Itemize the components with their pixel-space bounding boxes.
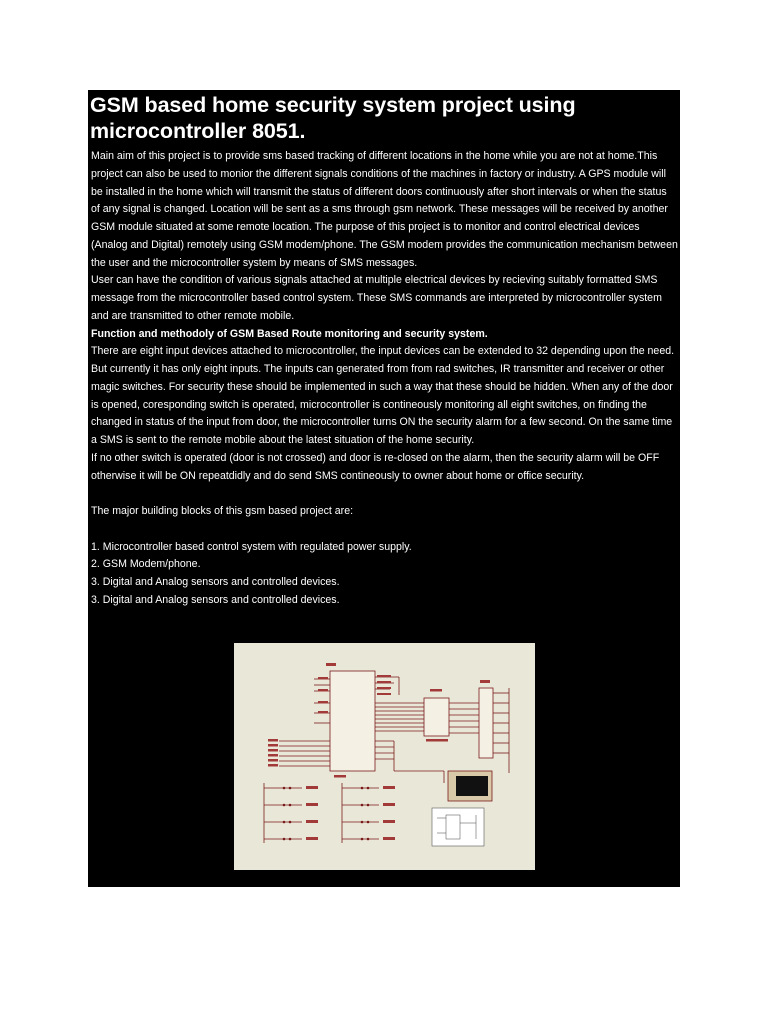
spacer xyxy=(91,521,678,539)
list-item: 1. Microcontroller based control system with regulated power supply. xyxy=(91,540,412,553)
paragraph-sms: User can have the condition of various signals attached at multiple electrical devices by recieving suitably formatted SMS message from the microcontroller based control system. These SMS commands are interpreted by microcontroller system and are transmitted to other remote mobile. xyxy=(91,274,662,322)
paragraph-inputs: There are eight input devices attached to microcontroller, the input devices can be extended to 32 depending upon the need. But currently it has only eight inputs. The inputs can generated from from rad switches, IR transmitter and receiver or other magic switches. For security these should be implemented in such a way that these should be hidden. When any of the door is opened, coresponding switch is operated, microcontroller is contineously monitoring all eight switches, on finding the changed in status of the input from door, the microcontroller turns ON the security alarm for a few second. On the same time a SMS is sent to the remote mobile about the latest situation of the home security. xyxy=(91,345,675,446)
list-item: 3. Digital and Analog sensors and controlled devices. xyxy=(91,576,340,588)
list-item: 3. Digital and Analog sensors and controlled devices. xyxy=(91,593,340,606)
article-title: GSM based home security system project using microcontroller 8051. xyxy=(90,93,576,143)
section-heading: Function and methodoly of GSM Based Route monitoring and security system. xyxy=(91,327,488,340)
paragraph-blocks-intro: The major building blocks of this gsm based project are: xyxy=(91,505,354,517)
spacer xyxy=(91,485,678,503)
article-panel xyxy=(88,90,680,887)
circuit-schematic-icon xyxy=(234,643,535,870)
article-body xyxy=(88,144,680,610)
paragraph-intro: Main aim of this project is to provide sms based tracking of different locations in the home while you are not at home.This project can also be used to monior the different signals conditions of the machines in factory or industry. A GPS module will be installed in the home which will transmit the status of different doors continuously after short intervals or when the status of any signal is changed. Location will be sent as a sms through gsm network. These messages will be received by another GSM module situated at some remote location. The purpose of this project is to monitor and control electrical devices (Analog and Digital) remotely using GSM modem/phone. The GSM modem provides the communication mechanism between the user and the microcontroller system by means of SMS messages. xyxy=(91,150,678,269)
list-item: 2. GSM Modem/phone. xyxy=(91,558,201,571)
circuit-schematic-image xyxy=(234,643,535,870)
paragraph-alarm: If no other switch is operated (door is not crossed) and door is re-closed on the alarm, then the security alarm will be OFF otherwise it will be ON repeatdidly and do send SMS contineously to owner about home or office security. xyxy=(91,451,660,482)
